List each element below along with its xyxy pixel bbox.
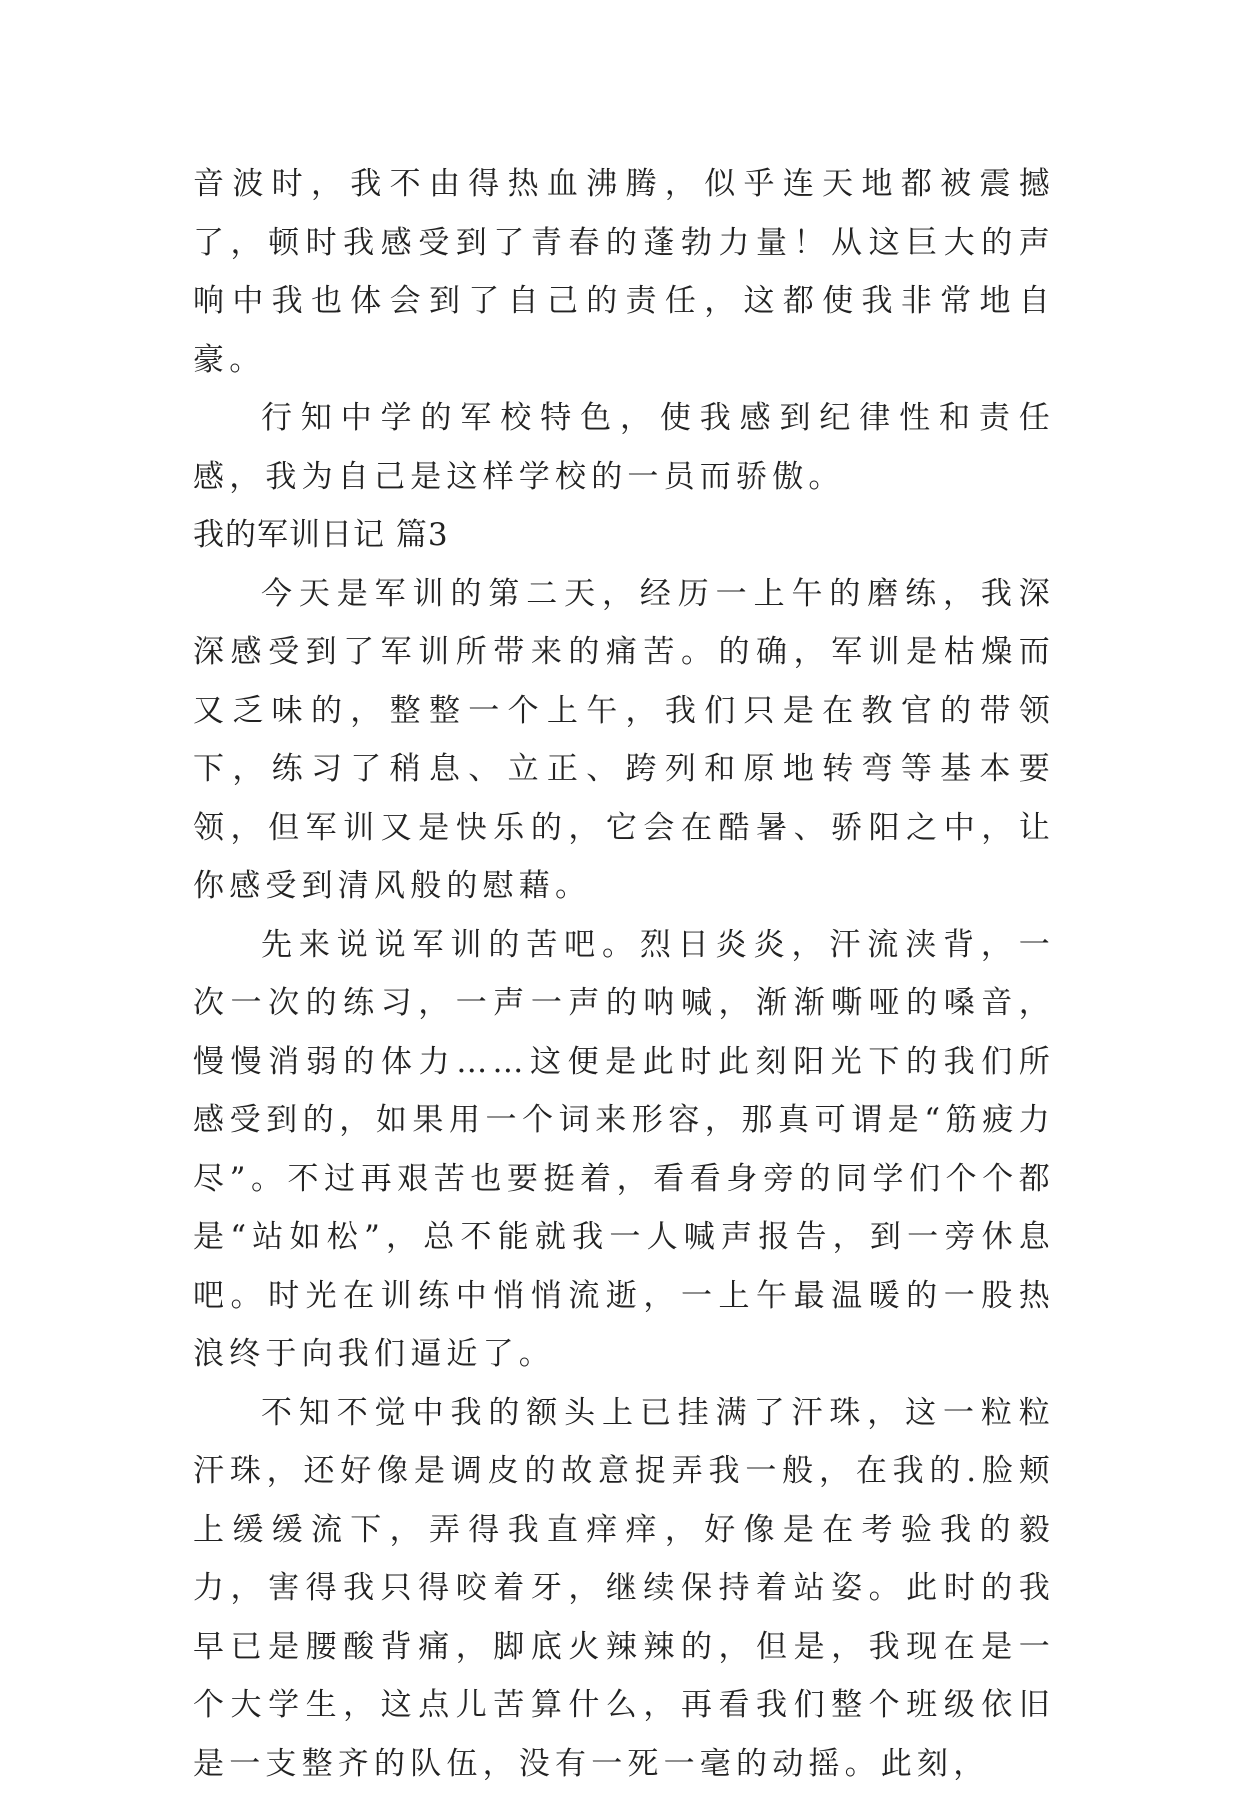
paragraph: 行知中学的军校特色，使我感到纪律性和责任感，我为自己是这样学校的一员而骄傲。 [193,389,1055,506]
paragraph: 先来说说军训的苦吧。烈日炎炎，汗流浃背，一次一次的练习，一声一声的呐喊，渐渐嘶哑的嗓音，慢慢消弱的体力……这便是此时此刻阳光下的我们所感受到的，如果用一个词来形容，那真可谓是“筋疲力尽”。不过再艰苦也要挺着，看看身旁的同学们个个都是“站如松”，总不能就我一人喊声报告，到一旁休息吧。时光在训练中悄悄流逝，一上午最温暖的一股热浪终于向我们逼近了。 [193,916,1055,1384]
section-heading: 我的军训日记 篇3 [193,506,1055,565]
paragraph-continuation: 音波时，我不由得热血沸腾，似乎连天地都被震撼了，顿时我感受到了青春的蓬勃力量！从这巨大的声响中我也体会到了自己的责任，这都使我非常地自豪。 [193,155,1055,389]
paragraph: 不知不觉中我的额头上已挂满了汗珠，这一粒粒汗珠，还好像是调皮的故意捉弄我一般，在我的.脸颊上缓缓流下，弄得我直痒痒，好像是在考验我的毅力，害得我只得咬着牙，继续保持着站姿。此时的我早已是腰酸背痛，脚底火辣辣的，但是，我现在是一个大学生，这点儿苦算什么，再看我们整个班级依旧是一支整齐的队伍，没有一死一毫的动摇。此刻， [193,1384,1055,1793]
paragraph: 今天是军训的第二天，经历一上午的磨练，我深深感受到了军训所带来的痛苦。的确，军训是枯燥而又乏味的，整整一个上午，我们只是在教官的带领下，练习了稍息、立正、跨列和原地转弯等基本要领，但军训又是快乐的，它会在酷暑、骄阳之中，让你感受到清风般的慰藉。 [193,565,1055,916]
document-body [193,155,1055,1793]
